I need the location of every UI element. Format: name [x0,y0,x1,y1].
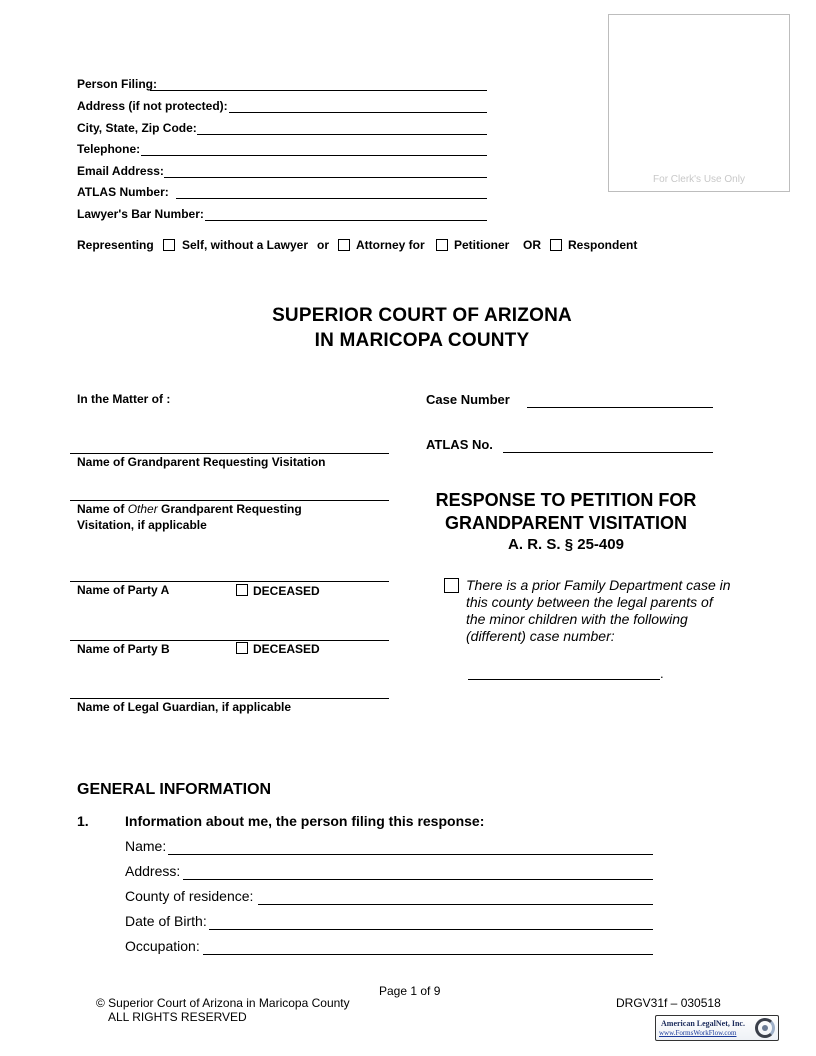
logo-company-name: American LegalNet, Inc. [661,1019,745,1028]
respondent-label: Respondent [568,238,638,252]
court-county: IN MARICOPA COUNTY [314,330,530,351]
case-number-label: Case Number [426,392,510,407]
address-label-info: Address: [125,863,181,879]
address-label: Address (if not protected): [77,99,228,113]
occupation-label: Occupation: [125,938,200,954]
copyright-text: © Superior Court of Arizona in Maricopa County [96,996,350,1010]
prior-case-period: . [660,666,664,681]
self-label: Self, without a Lawyer [182,238,309,252]
dob-field[interactable] [209,929,653,930]
self-checkbox[interactable] [163,239,175,251]
legal-guardian-label: Name of Legal Guardian, if applicable [77,700,292,714]
telephone-field[interactable] [141,155,487,156]
city-state-zip-field[interactable] [197,134,487,135]
other-grandparent-label: Name of Other Grandparent Requesting [77,502,302,516]
person-filing-field[interactable] [150,90,487,91]
party-b-label: Name of Party B [77,642,170,656]
general-info-heading: GENERAL INFORMATION [77,781,272,798]
requesting-grandparent-label: Name of Grandparent Requesting Visitation [77,455,326,469]
in-matter-of-label: In the Matter of : [77,392,171,406]
court-name: SUPERIOR COURT OF ARIZONA [272,305,572,326]
county-label: County of residence: [125,888,254,904]
email-label: Email Address: [77,164,164,178]
or-uppercase-text: OR [523,238,541,252]
atlas-number-field[interactable] [176,198,487,199]
party-b-field[interactable] [70,640,389,641]
dob-label: Date of Birth: [125,913,207,929]
document-title-line2: GRANDPARENT VISITATION [445,513,687,533]
prior-case-checkbox[interactable] [444,578,459,593]
atlas-number-label: ATLAS Number: [77,185,169,199]
item-number: 1. [77,813,89,829]
item-title: Information about me, the person filing this response: [125,813,485,829]
rights-reserved-text: ALL RIGHTS RESERVED [108,1010,247,1024]
case-number-field[interactable] [527,407,713,408]
page-number: Page 1 of 9 [379,984,441,998]
bar-number-field[interactable] [205,220,487,221]
requesting-grandparent-field[interactable] [70,453,389,454]
atlas-no-label: ATLAS No. [426,437,493,452]
occupation-field[interactable] [203,954,653,955]
clerk-use-caption: For Clerk's Use Only [653,174,745,185]
clerk-use-box [608,14,790,192]
atlas-no-field[interactable] [503,452,713,453]
party-b-deceased-checkbox[interactable] [236,642,248,654]
party-a-deceased-checkbox[interactable] [236,584,248,596]
city-state-zip-label: City, State, Zip Code: [77,121,197,135]
legal-guardian-field[interactable] [70,698,389,699]
representing-label: Representing [77,238,154,252]
form-code: DRGV31f – 030518 [616,996,721,1010]
petitioner-checkbox[interactable] [436,239,448,251]
attorney-checkbox[interactable] [338,239,350,251]
bar-number-label: Lawyer's Bar Number: [77,207,204,221]
or-text: or [317,238,329,252]
prior-case-text: There is a prior Family Department case in this county between the legal parents of the minor children with the following (different) case number: [466,577,731,644]
name-field[interactable] [168,854,653,855]
telephone-label: Telephone: [77,142,141,156]
respondent-checkbox[interactable] [550,239,562,251]
address-field-info[interactable] [183,879,653,880]
prior-case-number-field[interactable] [468,679,660,680]
document-title-line1: RESPONSE TO PETITION FOR [435,490,697,510]
party-a-deceased-label: DECEASED [253,584,320,598]
other-grandparent-label-line2: Visitation, if applicable [77,518,207,532]
person-filing-label: Person Filing: [77,77,158,91]
forms-workflow-logo[interactable] [655,1015,779,1041]
statute-reference: A. R. S. § 25-409 [508,536,624,553]
party-b-deceased-label: DECEASED [253,642,320,656]
other-grandparent-field[interactable] [70,500,389,501]
petitioner-label: Petitioner [454,238,510,252]
name-label: Name: [125,838,167,854]
party-a-field[interactable] [70,581,389,582]
county-field[interactable] [258,904,653,905]
logo-swirl-icon [755,1018,775,1038]
party-a-label: Name of Party A [77,583,170,597]
logo-url: www.FormsWorkFlow.com [659,1029,737,1037]
attorney-label: Attorney for [356,238,425,252]
email-field[interactable] [164,177,487,178]
address-field[interactable] [229,112,487,113]
